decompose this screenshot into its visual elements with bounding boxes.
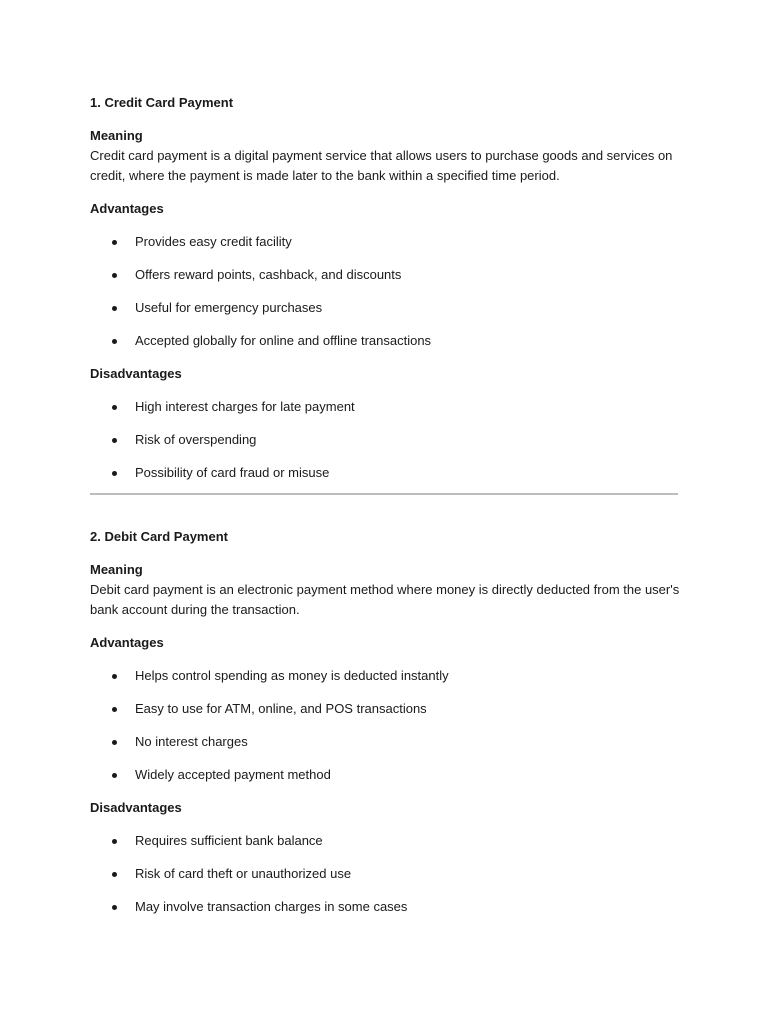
- bullet-icon: [112, 273, 117, 278]
- bullet-icon: [112, 674, 117, 679]
- list-item: [90, 732, 680, 752]
- list-item-text: May involve transaction charges in some cases: [135, 899, 408, 914]
- list-item-text: Risk of card theft or unauthorized use: [135, 866, 352, 881]
- bullet-icon: [112, 405, 117, 410]
- list-item: [90, 298, 680, 318]
- list-item-text: Helps control spending as money is deducted instantly: [135, 668, 449, 683]
- list-item: [90, 397, 680, 417]
- list-item: [90, 463, 680, 483]
- section-divider: [90, 493, 678, 495]
- advantages-list: [90, 666, 680, 785]
- bullet-icon: [112, 773, 117, 778]
- advantages-heading: Advantages: [90, 635, 164, 650]
- list-item-text: Provides easy credit facility: [135, 234, 292, 249]
- bullet-icon: [112, 306, 117, 311]
- list-item: [90, 864, 680, 884]
- section-debit-card: [90, 527, 680, 917]
- bullet-icon: [112, 839, 117, 844]
- bullet-icon: [112, 240, 117, 245]
- list-item-text: Possibility of card fraud or misuse: [135, 465, 330, 480]
- list-item-text: Offers reward points, cashback, and discounts: [135, 267, 402, 282]
- list-item-text: No interest charges: [135, 734, 248, 749]
- section-credit-card: [90, 93, 680, 483]
- section-title: 2. Debit Card Payment: [90, 529, 228, 544]
- list-item: [90, 265, 680, 285]
- list-item-text: Risk of overspending: [135, 432, 257, 447]
- bullet-icon: [112, 905, 117, 910]
- bullet-icon: [112, 872, 117, 877]
- meaning-heading: Meaning: [90, 128, 143, 143]
- meaning-heading: Meaning: [90, 562, 143, 577]
- list-item-text: Requires sufficient bank balance: [135, 833, 323, 848]
- bullet-icon: [112, 740, 117, 745]
- bullet-icon: [112, 438, 117, 443]
- list-item-text: Easy to use for ATM, online, and POS transactions: [135, 701, 427, 716]
- list-item: [90, 699, 680, 719]
- disadvantages-list: [90, 397, 680, 483]
- list-item: [90, 831, 680, 851]
- bullet-icon: [112, 339, 117, 344]
- list-item: [90, 430, 680, 450]
- disadvantages-list: [90, 831, 680, 917]
- list-item-text: Widely accepted payment method: [135, 767, 331, 782]
- list-item-text: High interest charges for late payment: [135, 399, 355, 414]
- list-item: [90, 232, 680, 252]
- disadvantages-heading: Disadvantages: [90, 800, 182, 815]
- meaning-paragraph: Credit card payment is a digital payment service that allows users to purchase goods and services on credit, where the payment is made later to the bank within a specified time period.: [90, 148, 673, 183]
- list-item: [90, 666, 680, 686]
- list-item-text: Useful for emergency purchases: [135, 300, 323, 315]
- list-item: [90, 331, 680, 351]
- advantages-list: [90, 232, 680, 351]
- list-item-text: Accepted globally for online and offline transactions: [135, 333, 432, 348]
- bullet-icon: [112, 471, 117, 476]
- list-item: [90, 897, 680, 917]
- list-item: [90, 765, 680, 785]
- section-title: 1. Credit Card Payment: [90, 95, 234, 110]
- bullet-icon: [112, 707, 117, 712]
- meaning-paragraph: Debit card payment is an electronic payment method where money is directly deducted from the user's bank account during the transaction.: [90, 582, 680, 617]
- disadvantages-heading: Disadvantages: [90, 366, 182, 381]
- advantages-heading: Advantages: [90, 201, 164, 216]
